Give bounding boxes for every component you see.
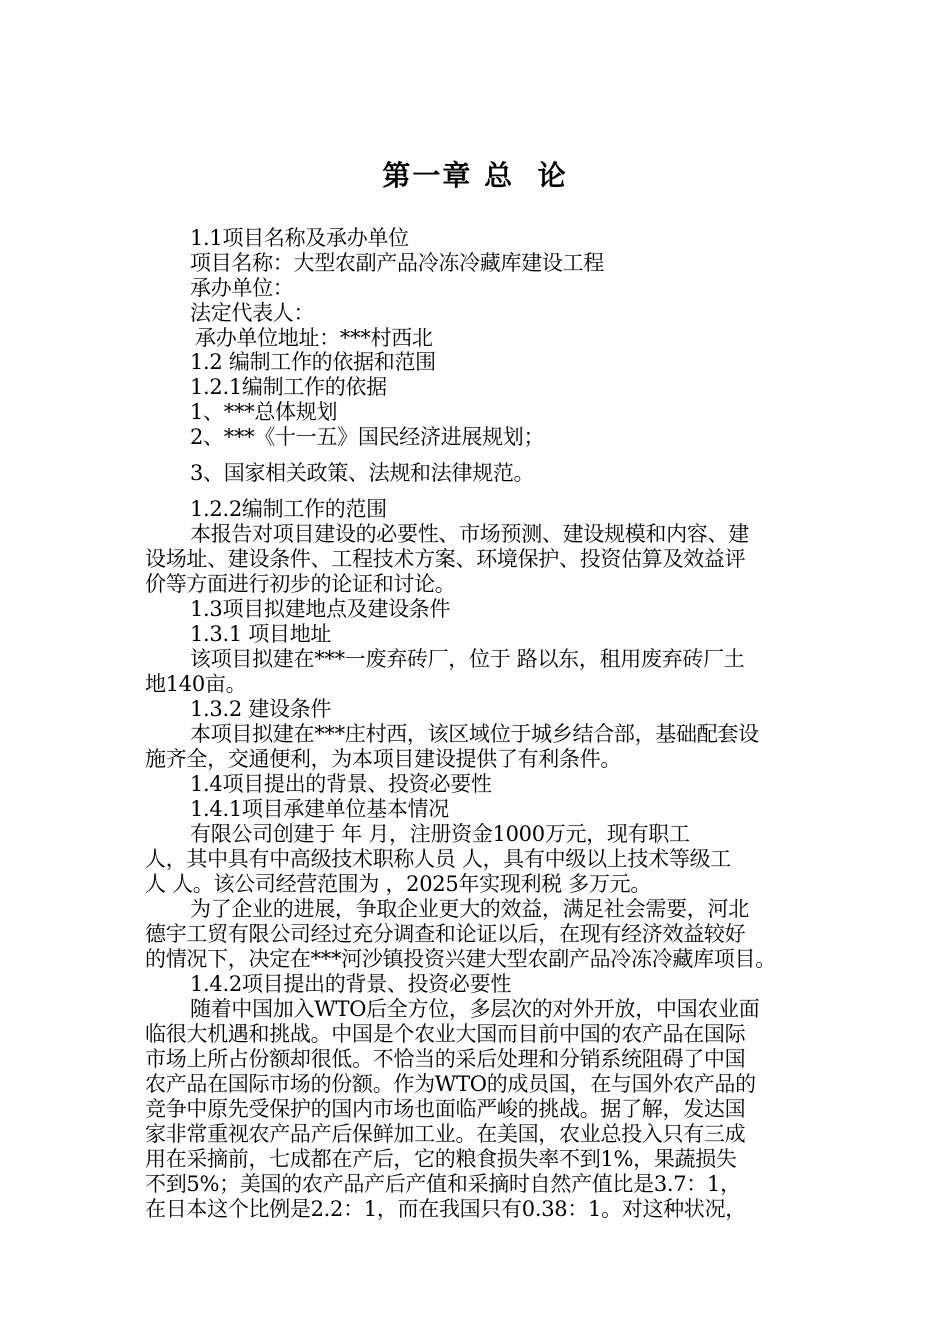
section-heading-1-3-1: 1.3.1 项目地址 <box>190 622 332 646</box>
background-line: 不到5%；美国的农产品产后产值和采摘时自然产值比是3.7：1， <box>145 1172 741 1196</box>
decision-line: 为了企业的进展，争取企业更大的效益，满足社会需要，河北 <box>190 897 749 921</box>
background-line: 用在采摘前，七成都在产后，它的粮食损失率不到1%，果蔬损失 <box>145 1147 737 1171</box>
section-heading-1-3-2: 1.3.2 建设条件 <box>190 697 332 721</box>
company-info-line: 有限公司创建于 年 月，注册资金1000万元，现有职工 <box>190 822 690 846</box>
decision-line: 的情况下，决定在***河沙镇投资兴建大型农副产品冷冻冷藏库项目。 <box>145 947 776 971</box>
background-line: 农产品在国际市场的份额。作为WTO的成员国，在与国外农产品的 <box>145 1072 756 1096</box>
condition-line: 施齐全，交通便利，为本项目建设提供了有利条件。 <box>145 747 622 771</box>
section-heading-1-4: 1.4项目提出的背景、投资必要性 <box>190 772 492 796</box>
legal-rep-line: 法定代表人： <box>190 301 315 325</box>
site-line: 地140亩。 <box>145 672 247 696</box>
background-line: 随着中国加入WTO后全方位，多层次的对外开放，中国农业面 <box>190 997 760 1021</box>
basis-item: 3、国家相关政策、法规和法律规范。 <box>190 461 535 485</box>
section-heading-1-1: 1.1项目名称及承办单位 <box>190 226 409 250</box>
scope-line: 本报告对项目建设的必要性、市场预测、建设规模和内容、建 <box>190 522 749 546</box>
section-heading-1-2: 1.2 编制工作的依据和范围 <box>190 350 436 374</box>
background-line: 家非常重视农产品产后保鲜加工业。在美国，农业总投入只有三成 <box>145 1122 746 1146</box>
background-line: 竞争中原先受保护的国内市场也面临严峻的挑战。据了解，发达国 <box>145 1097 746 1121</box>
condition-line: 本项目拟建在***庄村西，该区域位于城乡结合部，基础配套设 <box>190 722 759 746</box>
scope-line: 设场址、建设条件、工程技术方案、环境保护、投资估算及效益评 <box>145 547 746 571</box>
scope-line: 价等方面进行初步的论证和讨论。 <box>145 572 456 596</box>
section-heading-1-4-1: 1.4.1项目承建单位基本情况 <box>190 797 449 821</box>
background-line: 市场上所占份额却很低。不恰当的采后处理和分销系统阻碍了中国 <box>145 1047 746 1071</box>
section-heading-1-2-2: 1.2.2编制工作的范围 <box>190 497 387 521</box>
project-name-line: 项目名称：大型农副产品冷冻冷藏库建设工程 <box>190 251 604 275</box>
site-line: 该项目拟建在***一废弃砖厂，位于 路以东，租用废弃砖厂土 <box>190 647 745 671</box>
basis-item: 1、***总体规划 <box>190 400 338 424</box>
address-line: 承办单位地址：***村西北 <box>195 326 433 350</box>
decision-line: 德宇工贸有限公司经过充分调查和论证以后，在现有经济效益较好 <box>145 922 746 946</box>
section-heading-1-3: 1.3项目拟建地点及建设条件 <box>190 597 451 621</box>
organizer-line: 承办单位： <box>190 276 294 300</box>
background-line: 临很大机遇和挑战。中国是个农业大国而目前中国的农产品在国际 <box>145 1022 746 1046</box>
background-line: 在日本这个比例是2.2：1，而在我国只有0.38：1。对这种状况， <box>145 1197 746 1221</box>
company-info-line: 人 人。该公司经营范围为 ，2025年实现利税 多万元。 <box>145 872 652 896</box>
section-heading-1-4-2: 1.4.2项目提出的背景、投资必要性 <box>190 972 512 996</box>
section-heading-1-2-1: 1.2.1编制工作的依据 <box>190 375 387 399</box>
company-info-line: 人，其中具有中高级技术职称人员 人，具有中级以上技术等级工 <box>145 847 731 871</box>
basis-item: 2、***《十一五》国民经济进展规划； <box>190 425 545 449</box>
chapter-title: 第一章 总 论 <box>382 159 568 192</box>
